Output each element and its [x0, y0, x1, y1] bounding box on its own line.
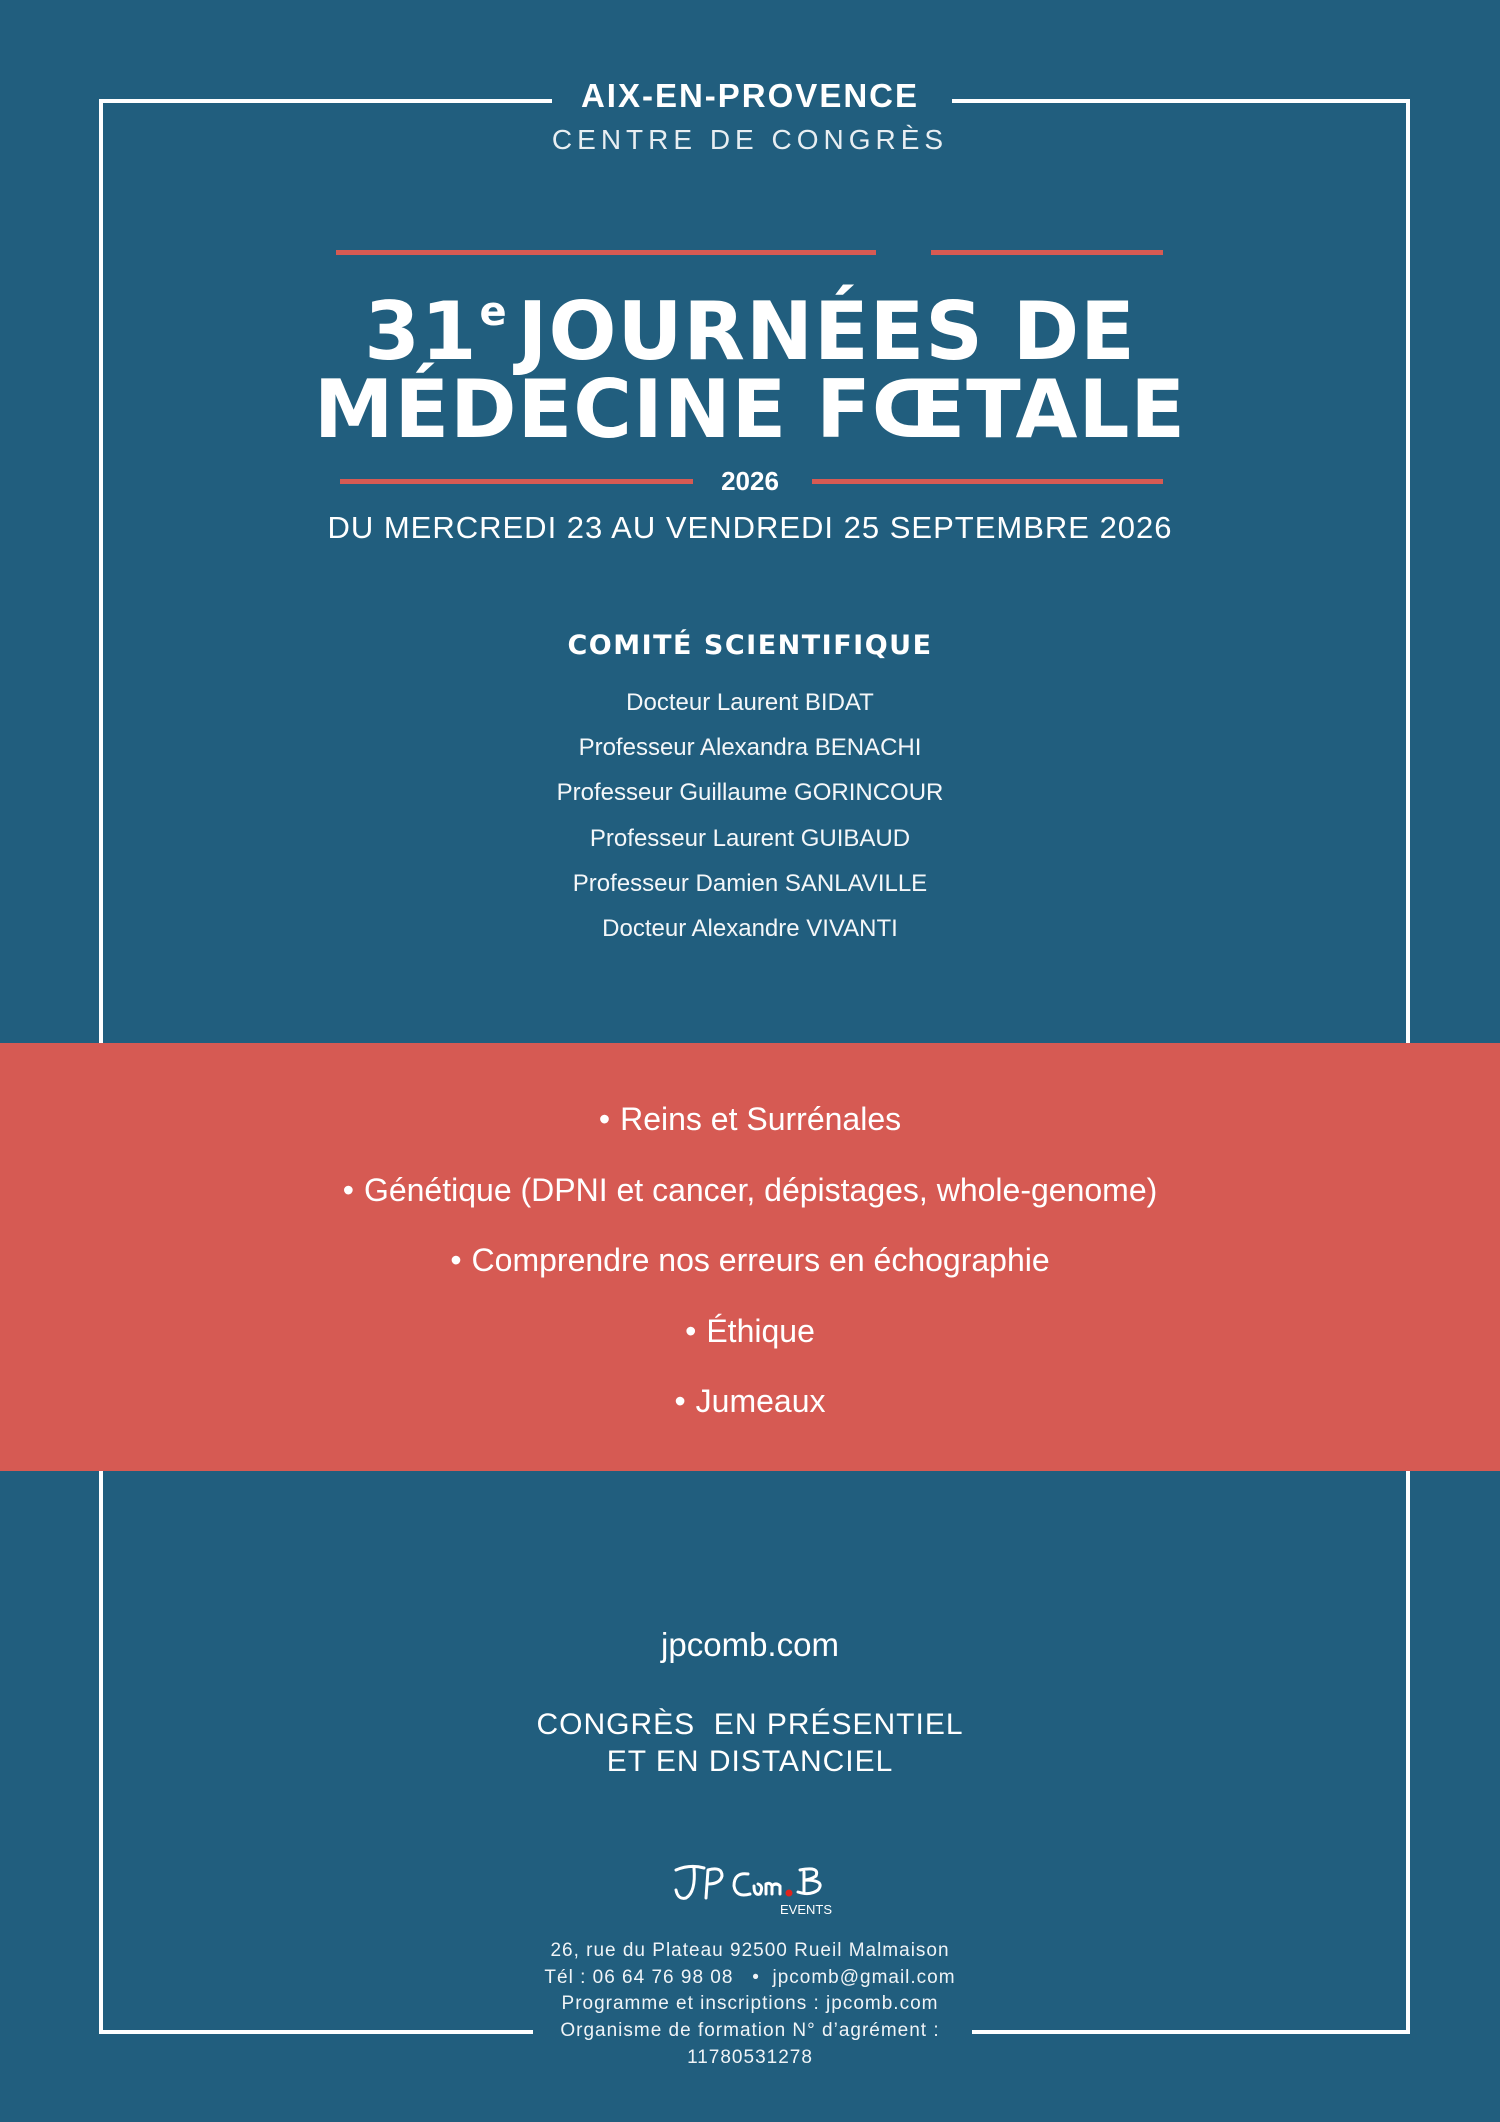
edition-suffix: e — [479, 289, 508, 335]
bullet-icon: • — [450, 1242, 462, 1279]
bullet-icon: • — [342, 1171, 354, 1208]
website-link[interactable]: jpcomb.com — [661, 1626, 839, 1663]
committee-member: Docteur Laurent BIDAT — [626, 689, 874, 716]
committee-heading: COMITÉ SCIENTIFIQUE — [567, 630, 933, 661]
committee-member: Professeur Damien SANLAVILLE — [572, 869, 928, 897]
topic-item: • Génétique (DPNI et cancer, dépistages, whole-genome) — [342, 1171, 1158, 1208]
topic-item: • Éthique — [685, 1312, 815, 1349]
jpcomb-logo-icon — [670, 1862, 840, 1922]
bullet-icon: • — [674, 1383, 686, 1420]
committee-list — [0, 684, 1500, 955]
bullet-icon: • — [685, 1312, 697, 1349]
venue-city: AIX-EN-PROVENCE — [580, 77, 920, 114]
bullet-icon: • — [598, 1101, 611, 1137]
event-year: 2026 — [721, 466, 779, 496]
topic-item: • Comprendre nos erreurs en échographie — [450, 1242, 1050, 1279]
topic-item: • Jumeaux — [674, 1383, 826, 1420]
organizer-phone-email[interactable]: Tél : 06 64 76 98 08 • jpcomb@gmail.com — [544, 1966, 956, 1988]
title-line1-text: JOURNÉES DE — [517, 285, 1136, 378]
attendance-mode — [0, 1706, 1500, 1780]
organizer-accreditation-label: Organisme de formation N° d’agrément : — [560, 2020, 940, 2042]
committee-member: Professeur Guillaume GORINCOUR — [556, 779, 944, 807]
event-title-line-2: MÉDECINE FŒTALE — [313, 363, 1187, 456]
event-dates: DU MERCREDI 23 AU VENDREDI 25 SEPTEMBRE 2026 — [327, 510, 1173, 545]
committee-member: Professeur Laurent GUIBAUD — [589, 824, 911, 852]
attendance-mode-line-1: CONGRÈS EN PRÉSENTIEL — [536, 1708, 964, 1741]
title-rule-top-right — [931, 250, 1163, 255]
organizer-registration[interactable]: Programme et inscriptions : jpcomb.com — [561, 1993, 939, 2015]
venue-place: CENTRE DE CONGRÈS — [551, 124, 949, 155]
organizer-accreditation-number: 11780531278 — [687, 2046, 813, 2068]
topics-list — [0, 1094, 1500, 1447]
committee-member: Docteur Alexandre VIVANTI — [602, 914, 898, 942]
logo-subtext: EVENTS — [780, 1902, 833, 1917]
organizer-address: 26, rue du Plateau 92500 Rueil Malmaison — [550, 1940, 950, 1961]
organizer-logo — [670, 1862, 840, 1922]
topic-item: • Reins et Surrénales — [598, 1101, 902, 1137]
attendance-mode-line-2: ET EN DISTANCIEL — [606, 1745, 894, 1778]
organizer-contact — [0, 1938, 1500, 2072]
edition-number: 31 — [364, 285, 478, 378]
committee-member: Professeur Alexandra BENACHI — [578, 734, 922, 762]
title-rule-top-left — [336, 250, 876, 255]
